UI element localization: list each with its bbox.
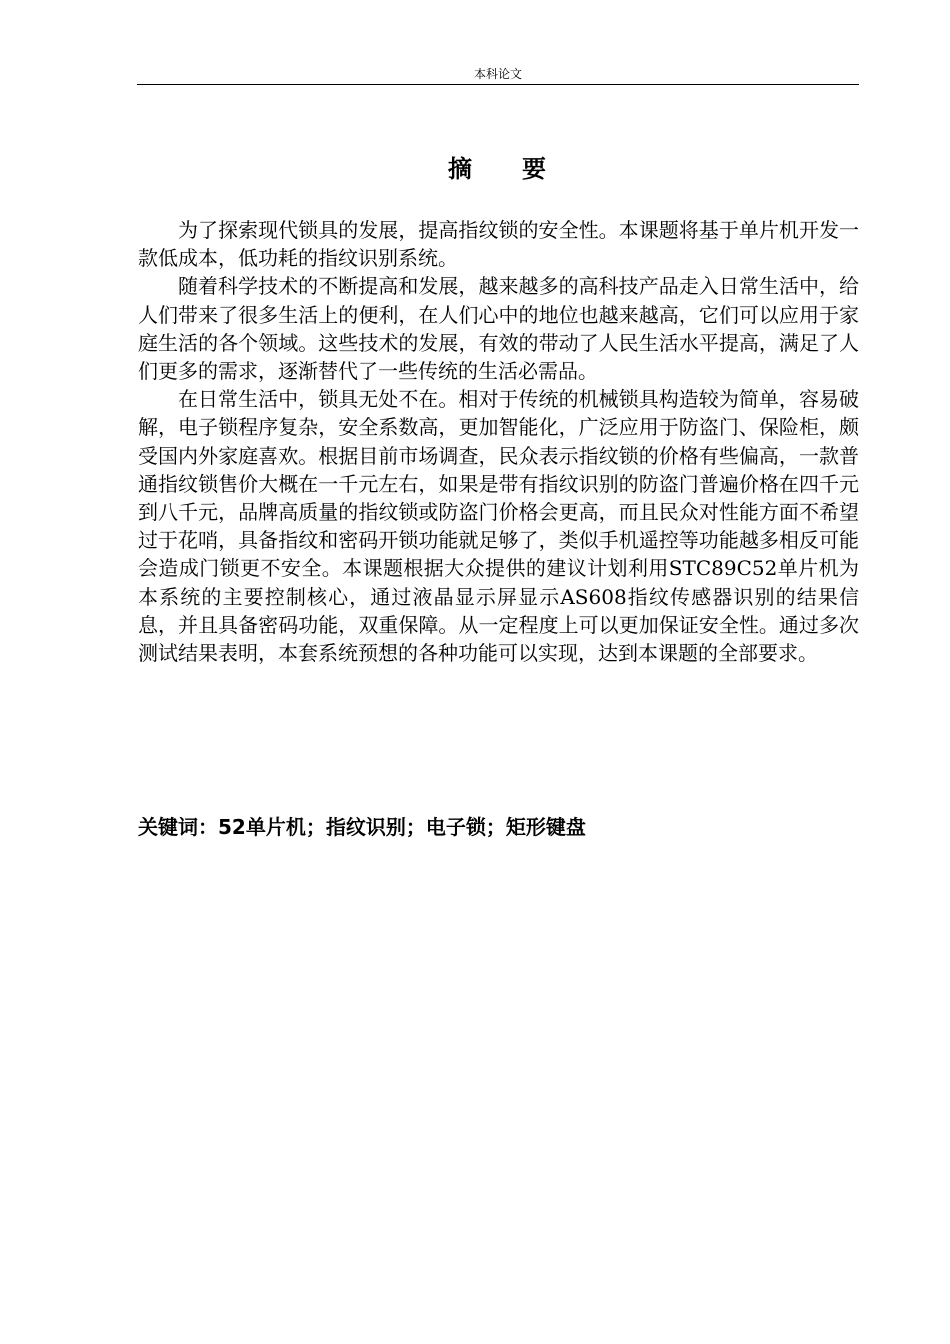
abstract-paragraph-2: 随着科学技术的不断提高和发展，越来越多的高科技产品走入日常生活中，给人们带来了很多生活上的便利，在人们心中的地位也越来越高，它们可以应用于家庭生活的各个领域。这些技术的发展，有效的带动了人民生活水平提高，满足了人们更多的需求，逐渐替代了一些传统的生活必需品。: [138, 274, 859, 384]
page-header: [137, 66, 859, 85]
abstract-title: [137, 152, 859, 186]
header-text: 本科论文: [473, 67, 522, 81]
title-char-1: 摘: [448, 154, 474, 183]
abstract-paragraph-3: 在日常生活中，锁具无处不在。相对于传统的机械锁具构造较为简单，容易破解，电子锁程序复杂，安全系数高，更加智能化，广泛应用于防盗门、保险柜，颇受国内外家庭喜欢。根据目前市场调查，民众表示指纹锁的价格有些偏高，一款普通指纹锁售价大概在一千元左右，如果是带有指纹识别的防盗门普遍价格在四千元到八千元，品牌高质量的指纹锁或防盗门价格会更高，而且民众对性能方面不希望过于花哨，具备指纹和密码开锁功能就足够了，类似手机遥控等功能越多相反可能会造成门锁更不安全。本课题根据大众提供的建议计划利用STC89C52单片机为本系统的主要控制核心，通过液晶显示屏显示AS608指纹传感器识别的结果信息，并且具备密码功能，双重保障。从一定程度上可以更加保证安全性。通过多次测试结果表明，本套系统预想的各种功能可以实现，达到本课题的全部要求。: [138, 387, 859, 666]
title-char-2: 要: [522, 154, 548, 183]
keywords-line: 关键词：52单片机；指纹识别；电子锁；矩形键盘: [138, 815, 586, 839]
abstract-paragraph-1: 为了探索现代锁具的发展，提高指纹锁的安全性。本课题将基于单片机开发一款低成本，低功耗的指纹识别系统。: [138, 218, 859, 271]
abstract-body: [138, 216, 859, 667]
